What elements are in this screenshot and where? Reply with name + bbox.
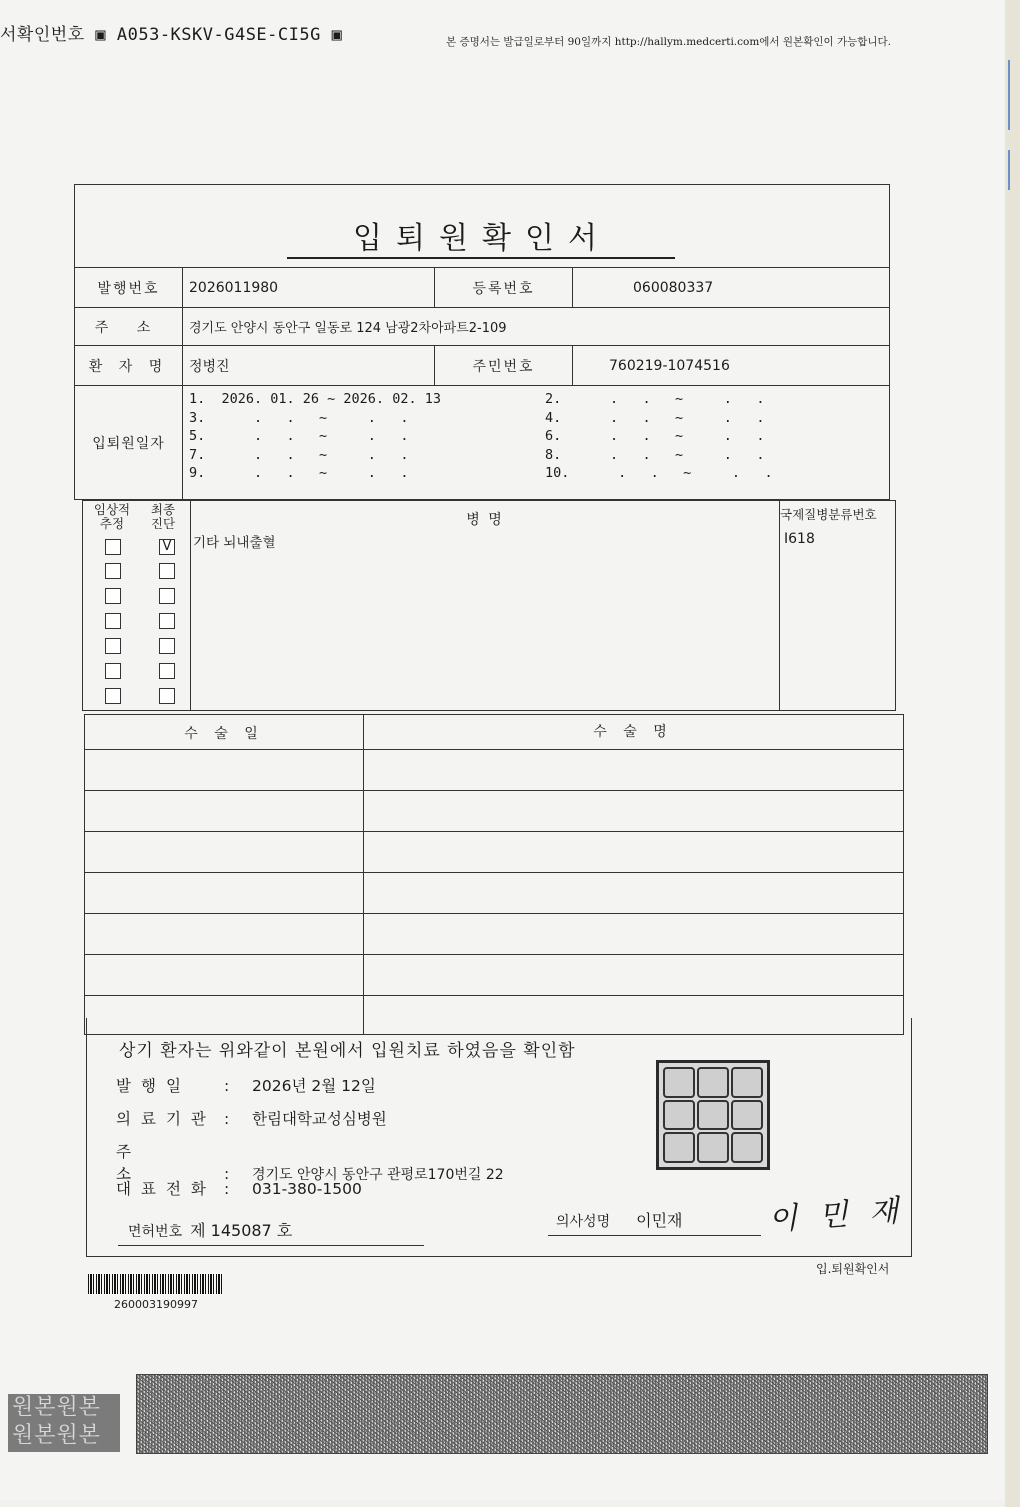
doctor-line bbox=[548, 1208, 761, 1236]
diagnosis-table bbox=[82, 500, 896, 711]
clinical-checkbox[interactable] bbox=[105, 539, 121, 555]
issue-no-value: 2026011980 bbox=[183, 268, 435, 308]
phone-label: 대표전화 bbox=[116, 1180, 216, 1198]
issue-date-value: 2026년 2월 12일 bbox=[252, 1077, 376, 1095]
clinical-label: 임상적 추정 bbox=[93, 502, 131, 531]
address-label: 주 소 bbox=[75, 308, 183, 346]
doctor-label: 의사성명 bbox=[556, 1214, 611, 1230]
document-code bbox=[0, 20, 342, 45]
clinical-checkbox[interactable] bbox=[105, 688, 121, 704]
final-checkbox[interactable] bbox=[159, 613, 175, 629]
address-value: 경기도 안양시 동안구 일동로 124 남광2차아파트2-109 bbox=[183, 308, 890, 346]
patient-label: 환 자 명 bbox=[75, 346, 183, 386]
page-edge bbox=[1005, 0, 1020, 1507]
final-label: 최종 진단 bbox=[150, 502, 176, 531]
final-checkbox[interactable] bbox=[159, 663, 175, 679]
clinical-checkbox[interactable] bbox=[105, 663, 121, 679]
verification-notice: 본 증명서는 발급일로부터 90일까지 http://hallym.medcerti.com에서 원본확인이 가능합니다. bbox=[446, 36, 892, 48]
surgery-table bbox=[84, 714, 904, 1035]
doc-code-value: A053-KSKV-G4SE-CI5G bbox=[116, 25, 321, 45]
inst-address-value: 경기도 안양시 동안구 관평로170번길 22 bbox=[252, 1167, 504, 1183]
clinical-checkbox[interactable] bbox=[105, 588, 121, 604]
phone-value: 031-380-1500 bbox=[252, 1180, 362, 1198]
inst-address-line: 주소 : 경기도 안양시 동안구 관평로170번길 22 bbox=[116, 1140, 504, 1184]
surgery-row bbox=[85, 790, 903, 831]
original-watermark: 원본원본 원본원본 bbox=[8, 1394, 120, 1452]
issue-no-label: 발행번호 bbox=[75, 268, 183, 308]
institution-value: 한림대학교성심병원 bbox=[252, 1110, 387, 1128]
surgery-date-header: 수 술 일 bbox=[184, 726, 264, 742]
license-value: 제 145087 호 bbox=[190, 1221, 293, 1240]
phone-line: 대표전화 : 031-380-1500 bbox=[116, 1177, 362, 1199]
clinical-checkbox[interactable] bbox=[105, 563, 121, 579]
surgery-row bbox=[85, 749, 903, 790]
doc-code-prefix: 서확인번호 bbox=[0, 25, 85, 45]
check-column bbox=[83, 501, 191, 711]
surgery-name-header: 수 술 명 bbox=[593, 724, 673, 740]
info-table bbox=[74, 267, 890, 500]
doctor-signature: 이 민 재 bbox=[767, 1193, 906, 1238]
admission-label: 입퇴원일자 bbox=[75, 386, 183, 500]
final-checkbox[interactable] bbox=[159, 588, 175, 604]
final-checkbox[interactable] bbox=[159, 563, 175, 579]
disease-name: 기타 뇌내출혈 bbox=[193, 535, 276, 551]
admission-dates-right: 2. . . ~ . . 4. . . ~ . . 6. . . ~ . . 8. . . ~ . . 10. . . ~ . . bbox=[545, 391, 773, 481]
barcode bbox=[88, 1274, 224, 1294]
hospital-seal bbox=[656, 1060, 770, 1170]
barcode-number: 260003190997 bbox=[114, 1298, 198, 1311]
issue-date-line: 발행일 : 2026년 2월 12일 bbox=[116, 1074, 376, 1096]
title-underline bbox=[287, 257, 675, 259]
disease-column bbox=[191, 501, 780, 711]
security-pattern bbox=[136, 1374, 988, 1454]
reg-no-value: 060080337 bbox=[573, 268, 890, 308]
rrn-value: 760219-1074516 bbox=[573, 346, 890, 386]
inst-address-label: 주소 bbox=[116, 1143, 193, 1183]
doctor-name: 이민재 bbox=[636, 1211, 683, 1230]
square-icon: ▣ bbox=[331, 25, 343, 45]
final-checkbox-checked[interactable]: V bbox=[159, 539, 175, 555]
rrn-label: 주민번호 bbox=[435, 346, 573, 386]
final-checkbox[interactable] bbox=[159, 638, 175, 654]
icd-header: 국제질병분류번호 bbox=[780, 507, 877, 522]
surgery-row bbox=[85, 831, 903, 872]
institution-label: 의료기관 bbox=[116, 1110, 216, 1128]
confirmation-statement: 상기 환자는 위와같이 본원에서 입원치료 하였음을 확인함 bbox=[119, 1041, 576, 1061]
disease-header: 병 명 bbox=[466, 512, 504, 528]
icd-column bbox=[780, 501, 896, 711]
clinical-checkbox[interactable] bbox=[105, 613, 121, 629]
icd-code: I618 bbox=[784, 531, 815, 547]
surgery-row bbox=[85, 954, 903, 995]
title-section bbox=[74, 184, 890, 269]
admission-dates bbox=[183, 386, 890, 500]
admission-dates-left: 1. 2026. 01. 26 ~ 2026. 02. 13 3. . . ~ . . 5. . . ~ . . 7. . . ~ . . 9. . . ~ . . bbox=[189, 391, 441, 481]
page-title: 입퇴원확인서 bbox=[353, 221, 611, 256]
issue-date-label: 발행일 bbox=[116, 1077, 191, 1095]
final-checkbox[interactable] bbox=[159, 688, 175, 704]
reg-no-label: 등록번호 bbox=[435, 268, 573, 308]
clinical-checkbox[interactable] bbox=[105, 638, 121, 654]
patient-name: 정병진 bbox=[183, 346, 435, 386]
surgery-row bbox=[85, 872, 903, 913]
square-icon: ▣ bbox=[95, 25, 107, 45]
institution-line: 의료기관 : 한림대학교성심병원 bbox=[116, 1107, 387, 1129]
surgery-row bbox=[85, 913, 903, 954]
surgery-header-row bbox=[85, 715, 903, 749]
form-footer-label: 입.퇴원확인서 bbox=[816, 1262, 890, 1276]
license-label: 면허번호 bbox=[128, 1224, 183, 1240]
license-line bbox=[118, 1218, 424, 1246]
